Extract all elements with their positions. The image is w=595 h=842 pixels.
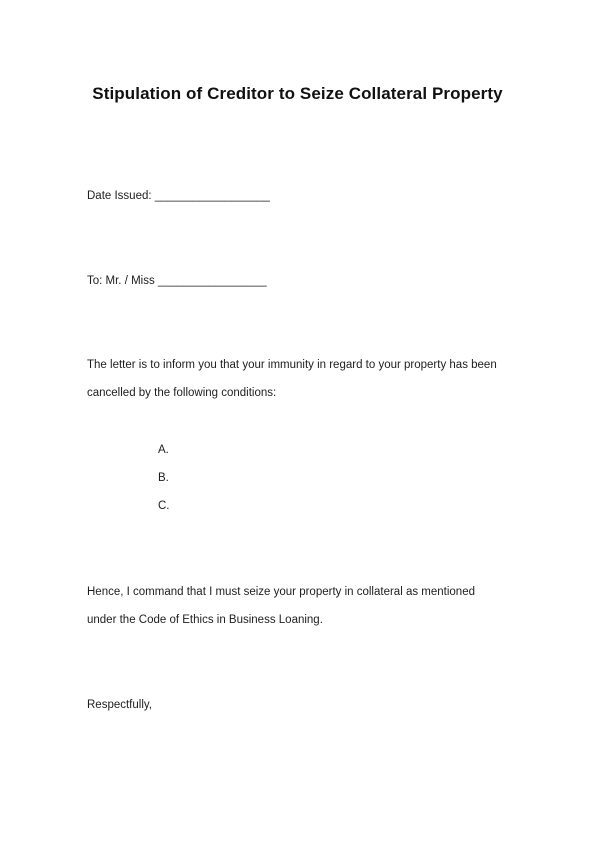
condition-item-b: B. xyxy=(158,472,169,484)
document-title: Stipulation of Creditor to Seize Collateral Property xyxy=(92,84,503,103)
paragraph-1-line-2: cancelled by the following conditions: xyxy=(87,387,277,399)
condition-item-a: A. xyxy=(158,444,169,456)
closing-salutation: Respectfully, xyxy=(87,699,152,711)
condition-item-c: C. xyxy=(158,500,170,512)
paragraph-2-line-1: Hence, I command that I must seize your property in collateral as mentioned xyxy=(87,586,475,598)
recipient-line: To: Mr. / Miss _________________ xyxy=(87,275,267,287)
paragraph-1-line-1: The letter is to inform you that your immunity in regard to your property has been xyxy=(87,359,497,371)
paragraph-2-line-2: under the Code of Ethics in Business Loaning. xyxy=(87,614,323,626)
date-issued-line: Date Issued: __________________ xyxy=(87,190,270,202)
